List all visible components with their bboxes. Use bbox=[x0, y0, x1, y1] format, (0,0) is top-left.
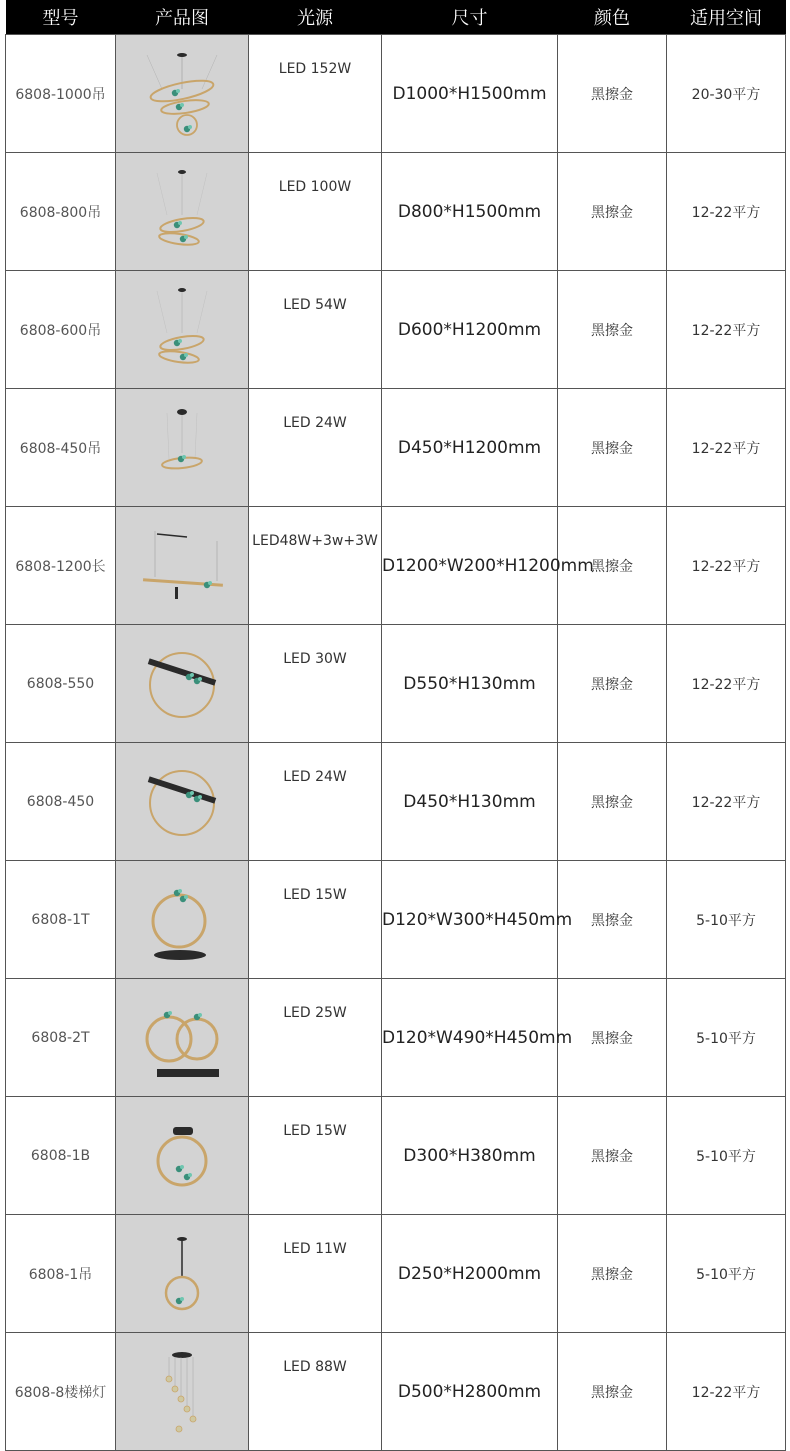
size-text: D600*H1200mm bbox=[397, 319, 542, 340]
product-image-cell bbox=[116, 625, 249, 743]
size-cell bbox=[382, 861, 573, 979]
color-text: 黑擦金 bbox=[591, 1148, 633, 1165]
stair-chandelier-icon bbox=[117, 1347, 247, 1437]
table-row bbox=[6, 1215, 786, 1333]
color-cell bbox=[558, 979, 667, 1097]
model-cell bbox=[6, 507, 116, 625]
size-text: D800*H1500mm bbox=[397, 201, 542, 222]
space-text: 12-22平方 bbox=[691, 1384, 761, 1401]
model-text: 6808-1吊 bbox=[28, 1266, 93, 1283]
color-cell bbox=[558, 1097, 667, 1215]
product-image-cell bbox=[116, 271, 249, 389]
color-text: 黑擦金 bbox=[591, 204, 633, 221]
space-cell bbox=[667, 507, 786, 625]
size-text: D120*W490*H450mm bbox=[382, 1027, 573, 1048]
product-image-cell bbox=[116, 1215, 249, 1333]
space-cell bbox=[667, 625, 786, 743]
size-cell bbox=[382, 389, 558, 507]
spec-table bbox=[5, 0, 786, 1451]
model-text: 6808-2T bbox=[31, 1029, 90, 1046]
light-source-text: LED 11W bbox=[283, 1241, 347, 1257]
color-cell bbox=[558, 389, 667, 507]
header-space: 适用空间 bbox=[667, 0, 786, 35]
model-text: 6808-1200长 bbox=[15, 558, 106, 575]
light-source-text: LED48W+3w+3W bbox=[252, 533, 378, 549]
header-model: 型号 bbox=[6, 0, 116, 35]
product-image-cell bbox=[116, 1097, 249, 1215]
model-cell bbox=[6, 861, 116, 979]
size-text: D1000*H1500mm bbox=[392, 83, 547, 104]
double-ring-pendant-icon bbox=[117, 167, 247, 257]
table-row bbox=[6, 389, 786, 507]
size-cell bbox=[382, 35, 558, 153]
size-text: D300*H380mm bbox=[403, 1145, 536, 1166]
table-lamp-double-icon bbox=[117, 993, 247, 1083]
model-text: 6808-1000吊 bbox=[15, 86, 106, 103]
space-cell bbox=[667, 389, 786, 507]
light-source-cell bbox=[249, 1215, 382, 1333]
size-text: D450*H1200mm bbox=[397, 437, 542, 458]
size-cell bbox=[382, 153, 558, 271]
model-cell bbox=[6, 271, 116, 389]
color-text: 黑擦金 bbox=[591, 440, 633, 457]
model-cell bbox=[6, 743, 116, 861]
product-image-cell bbox=[116, 861, 249, 979]
model-text: 6808-600吊 bbox=[19, 322, 102, 339]
small-pendant-icon bbox=[117, 1229, 247, 1319]
space-text: 5-10平方 bbox=[696, 1030, 756, 1047]
space-cell bbox=[667, 1215, 786, 1333]
table-row bbox=[6, 861, 786, 979]
size-cell bbox=[382, 271, 558, 389]
light-source-cell bbox=[249, 389, 382, 507]
table-row bbox=[6, 625, 786, 743]
color-cell bbox=[558, 861, 667, 979]
size-cell bbox=[382, 625, 558, 743]
ceiling-ring-icon bbox=[117, 757, 247, 847]
model-text: 6808-550 bbox=[26, 675, 95, 692]
light-source-cell bbox=[249, 35, 382, 153]
color-cell bbox=[558, 271, 667, 389]
space-cell bbox=[667, 271, 786, 389]
size-cell bbox=[382, 507, 594, 625]
color-cell bbox=[558, 625, 667, 743]
space-text: 12-22平方 bbox=[691, 204, 761, 221]
size-text: D1200*W200*H1200mm bbox=[382, 555, 594, 576]
space-text: 5-10平方 bbox=[696, 912, 756, 929]
light-source-text: LED 30W bbox=[283, 651, 347, 667]
product-image-cell bbox=[116, 507, 249, 625]
size-cell bbox=[382, 1215, 558, 1333]
table-row bbox=[6, 271, 786, 389]
size-cell bbox=[382, 1097, 558, 1215]
light-source-cell bbox=[249, 1333, 382, 1451]
size-cell bbox=[382, 979, 573, 1097]
light-source-cell bbox=[249, 1097, 382, 1215]
product-image-cell bbox=[116, 153, 249, 271]
model-cell bbox=[6, 389, 116, 507]
model-text: 6808-8楼梯灯 bbox=[14, 1384, 107, 1401]
light-source-text: LED 100W bbox=[278, 179, 352, 195]
model-cell bbox=[6, 1215, 116, 1333]
light-source-cell bbox=[249, 743, 382, 861]
product-image-cell bbox=[116, 1333, 249, 1451]
model-text: 6808-450 bbox=[26, 793, 95, 810]
color-cell bbox=[558, 35, 667, 153]
light-source-cell bbox=[249, 507, 382, 625]
space-text: 12-22平方 bbox=[691, 676, 761, 693]
product-image-cell bbox=[116, 389, 249, 507]
space-cell bbox=[667, 1097, 786, 1215]
space-text: 20-30平方 bbox=[691, 86, 761, 103]
space-cell bbox=[667, 979, 786, 1097]
space-cell bbox=[667, 35, 786, 153]
light-source-text: LED 152W bbox=[278, 61, 352, 77]
model-cell bbox=[6, 1097, 116, 1215]
size-text: D120*W300*H450mm bbox=[382, 909, 573, 930]
space-text: 5-10平方 bbox=[696, 1266, 756, 1283]
size-cell bbox=[382, 1333, 558, 1451]
space-text: 12-22平方 bbox=[691, 558, 761, 575]
light-source-cell bbox=[249, 861, 382, 979]
model-cell bbox=[6, 1333, 116, 1451]
model-cell bbox=[6, 979, 116, 1097]
space-cell bbox=[667, 153, 786, 271]
triple-ring-pendant-icon bbox=[117, 49, 247, 139]
model-text: 6808-1T bbox=[31, 911, 90, 928]
product-image-cell bbox=[116, 743, 249, 861]
light-source-text: LED 54W bbox=[283, 297, 347, 313]
size-text: D550*H130mm bbox=[403, 673, 536, 694]
light-source-text: LED 15W bbox=[283, 1123, 347, 1139]
model-cell bbox=[6, 153, 116, 271]
model-text: 6808-450吊 bbox=[19, 440, 102, 457]
linear-pendant-icon bbox=[117, 521, 247, 611]
color-text: 黑擦金 bbox=[591, 558, 633, 575]
table-lamp-single-icon bbox=[117, 875, 247, 965]
table-row bbox=[6, 507, 786, 625]
color-text: 黑擦金 bbox=[591, 1030, 633, 1047]
wall-lamp-icon bbox=[117, 1111, 247, 1201]
space-text: 12-22平方 bbox=[691, 440, 761, 457]
table-row bbox=[6, 153, 786, 271]
light-source-cell bbox=[249, 979, 382, 1097]
space-text: 12-22平方 bbox=[691, 794, 761, 811]
light-source-cell bbox=[249, 271, 382, 389]
ceiling-ring-icon bbox=[117, 639, 247, 729]
table-row bbox=[6, 743, 786, 861]
space-cell bbox=[667, 861, 786, 979]
color-text: 黑擦金 bbox=[591, 912, 633, 929]
color-text: 黑擦金 bbox=[591, 86, 633, 103]
space-text: 5-10平方 bbox=[696, 1148, 756, 1165]
space-text: 12-22平方 bbox=[691, 322, 761, 339]
light-source-text: LED 15W bbox=[283, 887, 347, 903]
color-cell bbox=[558, 1333, 667, 1451]
size-text: D450*H130mm bbox=[403, 791, 536, 812]
header-light: 光源 bbox=[249, 0, 382, 35]
light-source-text: LED 24W bbox=[283, 769, 347, 785]
color-cell bbox=[558, 153, 667, 271]
table-row bbox=[6, 979, 786, 1097]
header-color: 颜色 bbox=[558, 0, 667, 35]
size-text: D250*H2000mm bbox=[397, 1263, 542, 1284]
color-text: 黑擦金 bbox=[591, 1384, 633, 1401]
light-source-cell bbox=[249, 153, 382, 271]
header-image: 产品图 bbox=[116, 0, 249, 35]
light-source-text: LED 25W bbox=[283, 1005, 347, 1021]
color-text: 黑擦金 bbox=[591, 1266, 633, 1283]
model-text: 6808-1B bbox=[30, 1147, 91, 1164]
space-cell bbox=[667, 743, 786, 861]
table-row bbox=[6, 35, 786, 153]
product-image-cell bbox=[116, 35, 249, 153]
color-text: 黑擦金 bbox=[591, 676, 633, 693]
space-cell bbox=[667, 1333, 786, 1451]
product-image-cell bbox=[116, 979, 249, 1097]
table-row bbox=[6, 1333, 786, 1451]
table-row bbox=[6, 1097, 786, 1215]
model-cell bbox=[6, 625, 116, 743]
color-cell bbox=[558, 1215, 667, 1333]
light-source-cell bbox=[249, 625, 382, 743]
color-cell bbox=[558, 743, 667, 861]
size-cell bbox=[382, 743, 558, 861]
color-text: 黑擦金 bbox=[591, 794, 633, 811]
model-cell bbox=[6, 35, 116, 153]
size-text: D500*H2800mm bbox=[397, 1381, 542, 1402]
header-row bbox=[6, 0, 786, 35]
double-ring-pendant-icon bbox=[117, 285, 247, 375]
light-source-text: LED 24W bbox=[283, 415, 347, 431]
light-source-text: LED 88W bbox=[283, 1359, 347, 1375]
single-ring-pendant-icon bbox=[117, 403, 247, 493]
model-text: 6808-800吊 bbox=[19, 204, 102, 221]
header-size: 尺寸 bbox=[382, 0, 558, 35]
color-text: 黑擦金 bbox=[591, 322, 633, 339]
